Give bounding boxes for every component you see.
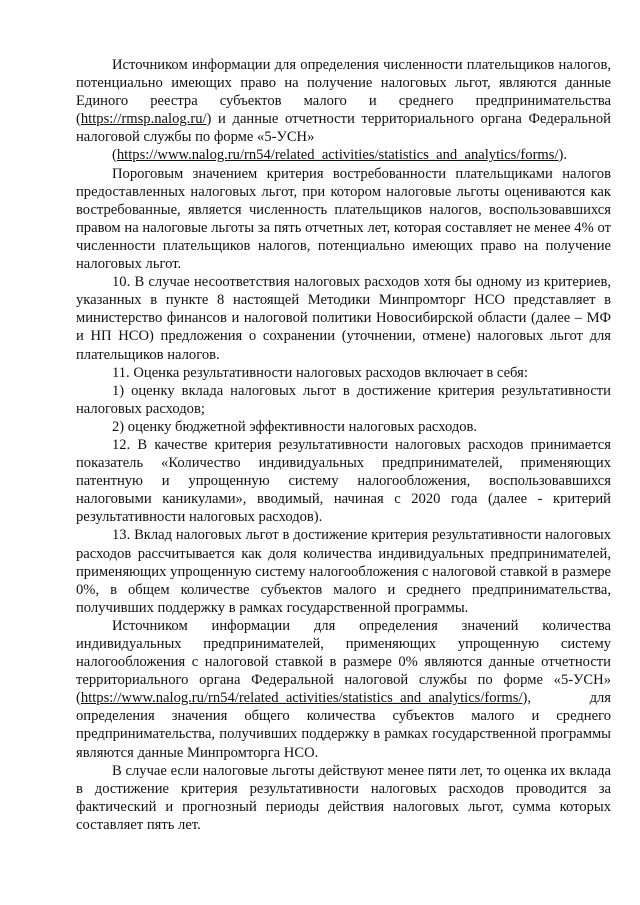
paragraph [76,762,611,834]
paragraph-text: ), для определения значения общего количества субъектов малого и среднего предпринимательства, получивших поддержку в рамках государственной программы являются данные Минпромторга НСО. [76,690,611,761]
hyperlink[interactable]: https://www.nalog.ru/rn54/related_activities/statistics_and_analytics/forms/ [80,690,523,707]
paragraph-text: В случае если налоговые льготы действуют менее пяти лет, то оценка их вклада в достижение критерия результативности налоговых расходов проводится за фактический и прогнозный периоды действия налоговых льгот, сумма которых составляет пять лет. [76,762,611,833]
paragraph [76,165,611,274]
paragraph [76,146,611,164]
paragraph [76,273,611,363]
paragraph-text: 12. В качестве критерия результативности налоговых расходов принимается показатель «Количество индивидуальных предпринимателей, применяющих патентную и упрощенную систему налогообложения, воспользовавшихся налоговыми каникулами», вводимый, начиная с 2020 года (далее - критерий результативности налоговых расходов). [76,436,611,526]
paragraph-text: ) и данные отчетности территориального органа Федеральной налоговой службы по форме «5-УСН» [76,111,611,146]
hyperlink[interactable]: https://www.nalog.ru/rn54/related_activities/statistics_and_analytics/forms/ [116,147,559,164]
paragraph-text: 10. В случае несоответствия налоговых расходов хотя бы одному из критериев, указанных в пункте 8 настоящей Методики Минпромторг НСО представляет в министерство финансов и налоговой политики Новосибирской области (далее – МФ и НП НСО) предложения о сохранении (уточнении, отмене) налоговых льгот для плательщиков налогов. [76,274,611,363]
paragraph-text: Источником информации для определения численности плательщиков налогов, потенциально имеющих право на получение налоговых льгот, являются данные Единого реестра субъектов малого и среднего предпринимательства ( [76,57,611,128]
paragraph-text: 2) оценку бюджетной эффективности налоговых расходов. [112,418,478,435]
paragraph [76,418,611,436]
paragraph [76,382,611,418]
paragraph [76,526,611,616]
paragraph-text: Пороговым значением критерия востребованности плательщиками налогов предоставленных налоговых льгот, при котором налоговые льготы оцениваются как востребованные, является численность плательщиков налогов, воспользовавшихся правом на налоговые льготы за пять отчетных лет, которая составляет не менее 4% от численности плательщиков налогов, потенциально имеющих право на получение налоговых льгот. [76,165,611,273]
paragraph [76,364,611,382]
paragraph [76,436,611,526]
paragraph-text: ). [558,147,568,164]
paragraph [76,56,611,146]
document-page [76,56,611,834]
paragraph-text: 1) оценку вклада налоговых льгот в достижение критерия результативности налоговых расходов; [76,382,611,417]
hyperlink[interactable]: https://rmsp.nalog.ru/ [80,111,207,128]
paragraph-text: 11. Оценка результативности налоговых расходов включает в себя: [112,364,528,381]
paragraph-text: Источником информации для определения значений количества индивидуальных предпринимателей, применяющих упрощенную систему налогообложения с налоговой ставкой в размере 0% являются данные отчетности территориального органа Федеральной налоговой службы по форме «5-УСН» ( [76,617,611,707]
paragraph-text: 13. Вклад налоговых льгот в достижение критерия результативности налоговых расходов рассчитывается как доля количества индивидуальных предпринимателей, применяющих упрощенную систему налогообложения с налоговой ставкой в размере 0%, в общем количестве субъектов малого и среднего предпринимательства, получивших поддержку в рамках государственной программы. [76,527,611,616]
paragraph-text: ( [112,147,117,164]
paragraph [76,617,611,762]
